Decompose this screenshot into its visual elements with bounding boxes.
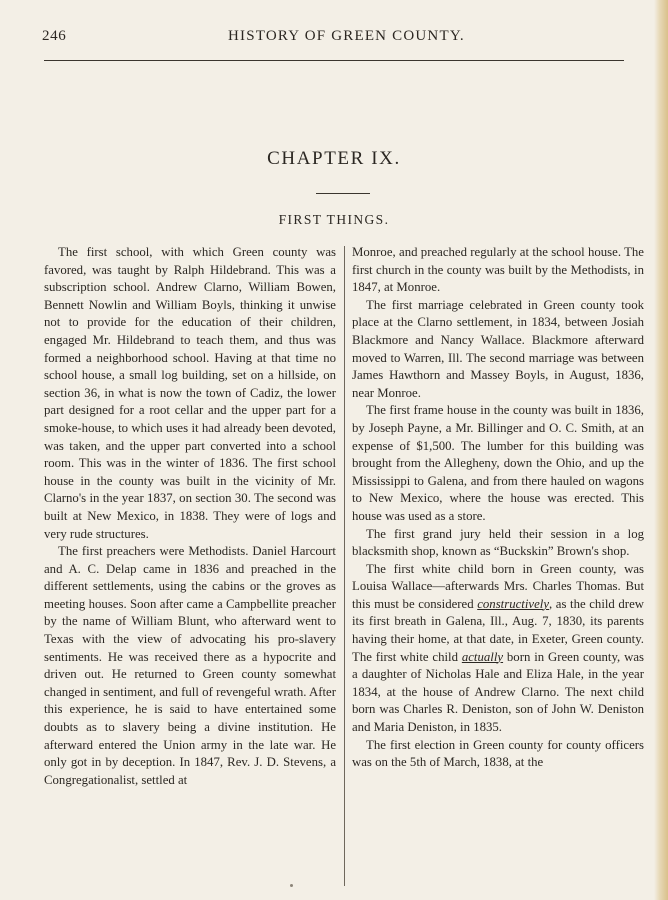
section-title: FIRST THINGS. bbox=[278, 212, 390, 227]
emphasis-constructively: constructively bbox=[477, 596, 549, 611]
paragraph-first-white-child bbox=[352, 561, 644, 737]
right-column bbox=[352, 244, 644, 772]
paragraph-first-preachers: The first preachers were Methodists. Daniel Harcourt and A. C. Delap came in 1836 and preached in the different settlements, using the cabins or the groves as meeting houses. Soon after came a Campbellite preacher by the name of William Blunt, who afterward went to Texas with the view of advocating his pro-slavery sentiments. He was received there as a hypocrite and driven out. He returned to Green county somewhat changed in sentiment, and full of revengeful wrath. After this experience, he is said to have entertained some doubts as to slavery being a divine institution. He afterward entered the Union army in the late war. He only got in by deception. In 1847, Rev. J. D. Stevens, a Congregationalist, settled at bbox=[44, 544, 336, 787]
paragraph-first-school: The first school, with which Green county was favored, was taught by Ralph Hildebrand. This was a subscription school. Andrew Clarno, William Bowen, Bennett Nowlin and William Boyls, thinking it unwise not to provide for the education of their children, engaged Mr. Hildebrand to teach them, and thus was formed a neighborhood school. Having at that time no school house, a small log building, set on a hillside, on section 36, in what is now the town of Cadiz, the lower part designed for a root cellar and the upper part for a smoke-house, to which uses it had already been devoted, was taken, and the upper part converted into a school room. This was in the winter of 1836. The first school house in the county was built in the vicinity of Mr. Clarno's in the year 1837, on section 30. The second was built at New Mexico, in 1838. They were of logs and very rude structures. bbox=[44, 245, 336, 541]
chapter-rule bbox=[316, 193, 370, 194]
print-speck bbox=[290, 884, 293, 887]
page-header bbox=[42, 28, 622, 52]
page-number: 246 bbox=[42, 28, 67, 44]
emphasis-actually: actually bbox=[461, 649, 504, 664]
header-rule bbox=[44, 60, 624, 61]
text-run: born in Green county, was a daughter of Nicholas Hale and Eliza Hale, in the year 1834, at the house of Andrew Clarno. The next child born was Charles R. Deniston, son of John W. Deniston and Maria Deniston, in 1835. bbox=[352, 649, 644, 735]
text-run: , as the child drew its first breath in Galena, Ill., Aug. 7, 1830, its parents having their home, at that date, in Exeter, Green county. The first white child bbox=[352, 596, 644, 664]
running-title: HISTORY OF GREEN COUNTY. bbox=[228, 28, 465, 44]
text-run: The first white child born in Green county, was Louisa Wallace—afterwards Mrs. Charles Thomas. But this must be considered bbox=[352, 561, 644, 611]
paragraph-first-election: The first election in Green county for county officers was on the 5th of March, 1838, at the bbox=[352, 737, 644, 770]
column-divider bbox=[344, 246, 345, 886]
paragraph-first-frame-house: The first frame house in the county was built in 1836, by Joseph Payne, a Mr. Billinger and O. C. Smith, at an expense of $1,500. The lumber for this building was brought from the Allegheny, down the Ohio, and up the Mississippi to Galena, and from there hauled on wagons to New Mexico, where the house was erected. This house was used as a store. bbox=[352, 403, 644, 523]
page-edge-shadow bbox=[654, 0, 668, 900]
paragraph-first-grand-jury: The first grand jury held their session in a log blacksmith shop, known as “Buckskin” Brown's shop. bbox=[352, 526, 644, 559]
chapter-title: CHAPTER IX. bbox=[267, 148, 401, 169]
left-column bbox=[44, 244, 336, 789]
paragraph-first-marriage: The first marriage celebrated in Green county took place at the Clarno settlement, in 1834, between Josiah Blackmore and Nancy Wallace. Blackmore afterward moved to Warren, Ill. The second marriage was between James Hawthorn and Massey Boyls, in August, 1836, near Monroe. bbox=[352, 297, 644, 400]
paragraph-continuation: Monroe, and preached regularly at the school house. The first church in the county was built by the Methodists, in 1847, at Monroe. bbox=[352, 245, 644, 295]
